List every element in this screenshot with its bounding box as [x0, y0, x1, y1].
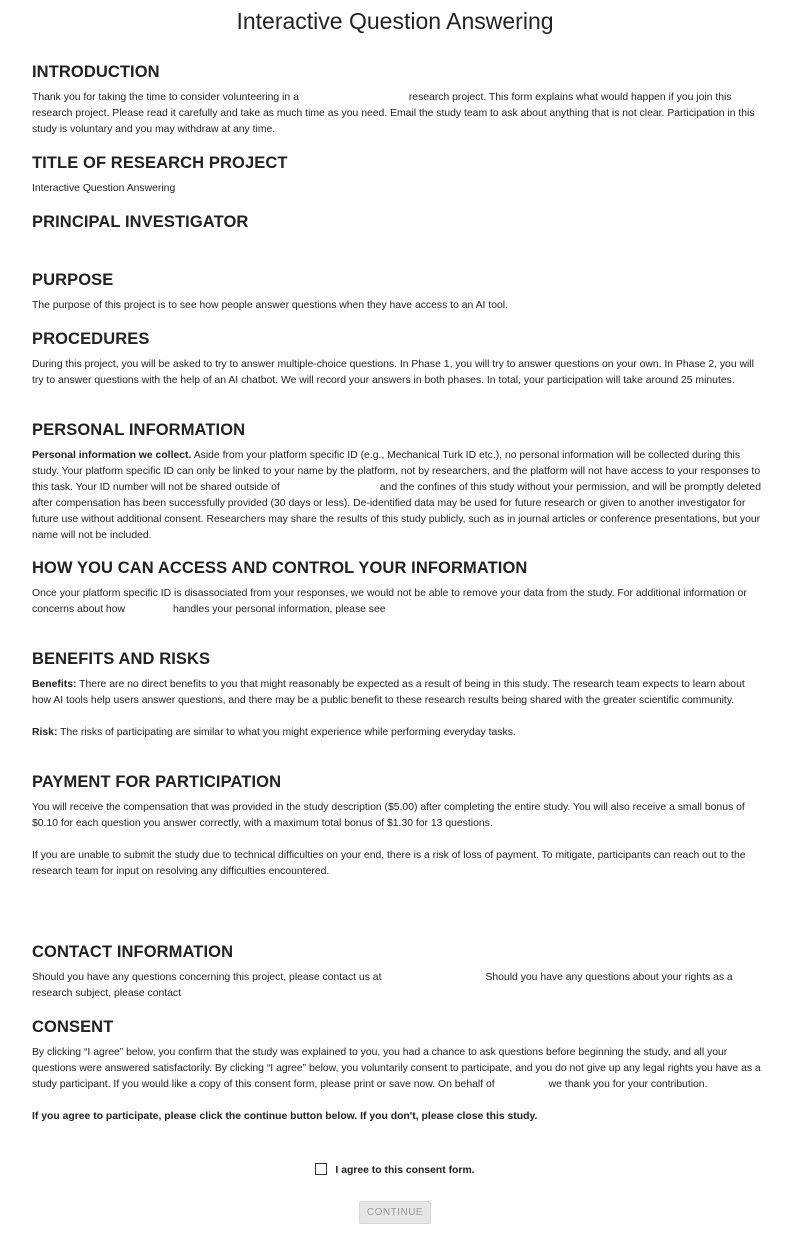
continue-button[interactable]: CONTINUE	[359, 1201, 431, 1224]
page-title: Interactive Question Answering	[236, 8, 554, 34]
section-benefits-risks	[32, 650, 762, 741]
section-introduction	[32, 63, 762, 138]
consent-text-part1: By clicking “I agree” below, you confirm that the study was explained to you, you had a chance to ask questions before beginning the study, and all your questions were answered satisfactorily. By clicking “I agree” below, you voluntarily consent to participate, and you do not give up any legal rights you have as a study participant. If you would like a copy of this consent form, please print or save now. On behalf of	[32, 1047, 761, 1090]
consent-text	[32, 1045, 762, 1093]
consent-text-part2: we thank you for your contribution.	[548, 1079, 708, 1090]
section-heading: PERSONAL INFORMATION	[32, 421, 246, 439]
access-control-text	[32, 586, 762, 618]
agree-checkbox-row[interactable]	[0, 1163, 790, 1176]
project-title-text: Interactive Question Answering	[32, 183, 176, 194]
section-principal-investigator	[32, 213, 762, 240]
introduction-text-part2: research project. This form explains what would happen if you join this research project. Please read it carefully and take as much time as you need. Email the study team to ask about anything that is not clear. Participation in this study is voluntary and you may withdraw at any time.	[32, 92, 755, 135]
section-personal-information	[32, 421, 762, 544]
personal-info-text-part1: Aside from your platform specific ID (e.g., Mechanical Turk ID etc.), no personal information will be collected during this study. Your platform specific ID can only be linked to your name by the platform, not by researchers, and the platform will not have access to your responses to this task. Your ID number will not be shared outside of	[32, 450, 761, 493]
section-heading: PAYMENT FOR PARTICIPATION	[32, 773, 282, 791]
section-heading: PROCEDURES	[32, 330, 150, 348]
access-text-part1: Once your platform specific ID is disassociated from your responses, we would not be able to remove your data from the study. For additional information or concerns about how	[32, 588, 747, 615]
access-text-part2: handles your personal information, please see	[173, 604, 386, 615]
agree-checkbox[interactable]	[315, 1163, 327, 1175]
section-heading: INTRODUCTION	[32, 63, 160, 81]
section-title-of-project	[32, 154, 762, 197]
section-heading: CONSENT	[32, 1018, 114, 1036]
payment-text-2: If you are unable to submit the study due to technical difficulties on your end, there is a risk of loss of payment. To mitigate, participants can reach out to the research team for input on resolving any difficulties encountered.	[32, 850, 746, 877]
section-heading: PRINCIPAL INVESTIGATOR	[32, 213, 249, 231]
section-consent	[32, 1018, 762, 1125]
introduction-text-part1: Thank you for taking the time to consider volunteering in a	[32, 92, 299, 103]
personal-info-lead: Personal information we collect.	[32, 450, 192, 461]
section-heading: HOW YOU CAN ACCESS AND CONTROL YOUR INFORMATION	[32, 559, 528, 577]
section-payment	[32, 773, 762, 880]
introduction-text	[32, 90, 762, 138]
section-heading: CONTACT INFORMATION	[32, 943, 234, 961]
risk-label: Risk:	[32, 727, 58, 738]
benefits-label: Benefits:	[32, 679, 77, 690]
agree-checkbox-label: I agree to this consent form.	[335, 1165, 475, 1176]
contact-text-part2: Should you have any questions about your rights as a research subject, please contact	[32, 972, 733, 999]
section-access-control	[32, 559, 762, 618]
contact-text-part1: Should you have any questions concerning this project, please contact us at	[32, 972, 382, 983]
purpose-text: The purpose of this project is to see how people answer questions when they have access to an AI tool.	[32, 300, 508, 311]
consent-instruction: If you agree to participate, please click the continue button below. If you don't, please close this study.	[32, 1111, 538, 1122]
benefits-body: There are no direct benefits to you that might reasonably be expected as a result of being in this study. The research team expects to learn about how AI tools help users answer questions, and there may be a public benefit to these research results being shared with the greater scientific community.	[32, 679, 745, 706]
risk-body: The risks of participating are similar to what you might experience while performing everyday tasks.	[60, 727, 516, 738]
section-heading: BENEFITS AND RISKS	[32, 650, 211, 668]
payment-text-1: You will receive the compensation that was provided in the study description ($5.00) after completing the entire study. You will also receive a small bonus of $0.10 for each question you answer correctly, with a maximum total bonus of $1.30 for 13 questions.	[32, 802, 745, 829]
benefits-text	[32, 677, 762, 709]
section-contact	[32, 943, 762, 1002]
section-purpose	[32, 271, 762, 314]
procedures-text: During this project, you will be asked to try to answer multiple-choice questions. In Phase 1, you will try to answer questions on your own. In Phase 2, you will try to answer questions with the help of an AI chatbot. We will record your answers in both phases. In total, your participation will take around 25 minutes.	[32, 359, 754, 386]
section-heading: TITLE OF RESEARCH PROJECT	[32, 154, 288, 172]
contact-text	[32, 970, 762, 1002]
personal-info-text-part2: and the confines of this study without your permission, and will be promptly deleted after compensation has been successfully provided (30 days or less). De-identified data may be used for future research or given to another investigator for future use without additional consent. Researchers may share the results of this study publicly, such as in journal articles or conference presentations, but your name will not be included.	[32, 482, 761, 541]
personal-information-text	[32, 448, 762, 544]
section-procedures	[32, 330, 762, 389]
risk-text	[32, 725, 762, 741]
section-heading: PURPOSE	[32, 271, 114, 289]
